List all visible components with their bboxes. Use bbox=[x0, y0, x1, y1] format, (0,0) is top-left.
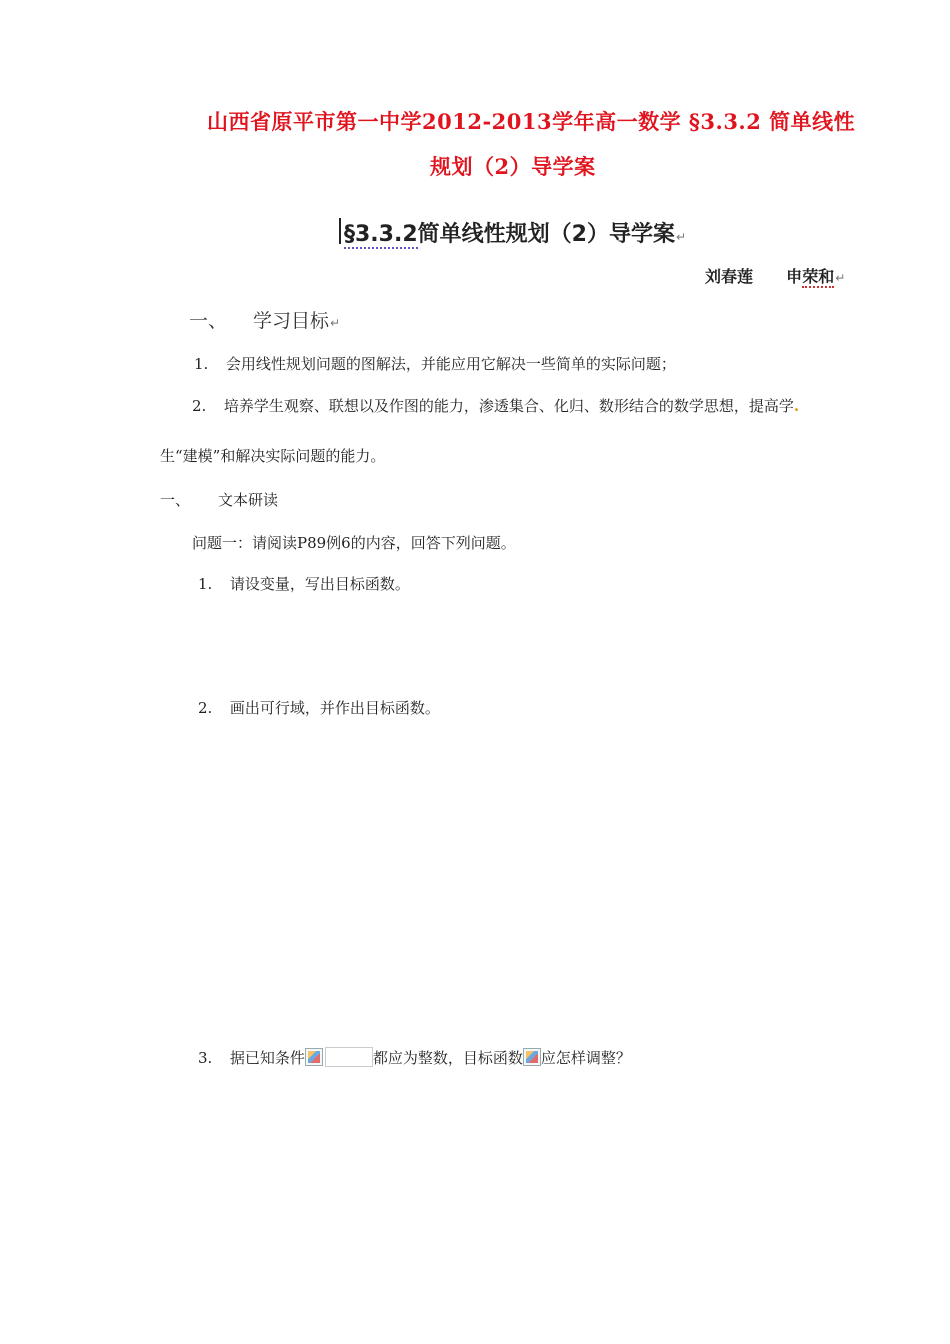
doc-title-line2: 规划（2）导学案 bbox=[430, 154, 596, 179]
question-text-part: 应怎样调整？ bbox=[540, 1049, 631, 1067]
goal-text: 培养学生观察、联想以及作图的能力，渗透集合、化归、数形结合的数学思想，提高学 bbox=[223, 397, 794, 415]
section-2-title: 文本研读 bbox=[218, 491, 279, 509]
question-number: 2. bbox=[198, 699, 213, 717]
question-item-1 bbox=[198, 573, 410, 594]
goal-item-2-continuation: 生“建模”和解决实际问题的能力。 bbox=[160, 447, 386, 465]
goal-item-1 bbox=[194, 353, 676, 374]
question-text-part: 都应为整数，目标函数 bbox=[372, 1049, 523, 1067]
section-1-heading bbox=[189, 306, 340, 333]
question-text: 画出可行域，并作出目标函数。 bbox=[229, 699, 440, 717]
section-2-heading bbox=[160, 489, 278, 510]
goal-text: 会用线性规划问题的图解法，并能应用它解决一些简单的实际问题； bbox=[225, 355, 676, 373]
author-2: 申荣和 bbox=[786, 267, 835, 286]
image-placeholder-frame bbox=[325, 1047, 373, 1067]
paragraph-mark-icon: ↵ bbox=[675, 230, 687, 244]
subtitle-text: 简单线性规划（2）导学案 bbox=[417, 222, 675, 247]
section-1-title: 学习目标 bbox=[253, 310, 330, 332]
question-text: 请设变量，写出目标函数。 bbox=[229, 575, 410, 593]
text-cursor-bar bbox=[339, 218, 341, 244]
authors-line bbox=[705, 264, 845, 287]
question-text-part: 据已知条件 bbox=[229, 1049, 305, 1067]
paragraph-mark-icon: ↵ bbox=[330, 316, 341, 330]
question-item-3 bbox=[198, 1047, 631, 1068]
lesson-subtitle bbox=[344, 217, 686, 248]
question-intro: 问题一：请阅读P89例6的内容，回答下列问题。 bbox=[192, 534, 516, 552]
goal-number: 2. bbox=[192, 397, 207, 415]
goal-number: 1. bbox=[194, 355, 209, 373]
section-2-number: 一、 bbox=[160, 491, 191, 509]
inline-marker-dot: . bbox=[793, 397, 800, 415]
question-number: 3. bbox=[198, 1049, 213, 1067]
broken-image-icon bbox=[523, 1048, 541, 1066]
question-number: 1. bbox=[198, 575, 213, 593]
broken-image-icon bbox=[305, 1048, 323, 1066]
goal-item-2 bbox=[192, 395, 799, 416]
author-1: 刘春莲 bbox=[705, 267, 754, 286]
subtitle-section-number: §3.3.2 bbox=[344, 222, 418, 247]
question-item-2 bbox=[198, 697, 440, 718]
doc-title-line1: 山西省原平市第一中学2012-2013学年高一数学 §3.3.2 简单线性 bbox=[207, 109, 856, 134]
paragraph-mark-icon: ↵ bbox=[835, 271, 846, 285]
section-1-number: 一、 bbox=[189, 310, 228, 332]
